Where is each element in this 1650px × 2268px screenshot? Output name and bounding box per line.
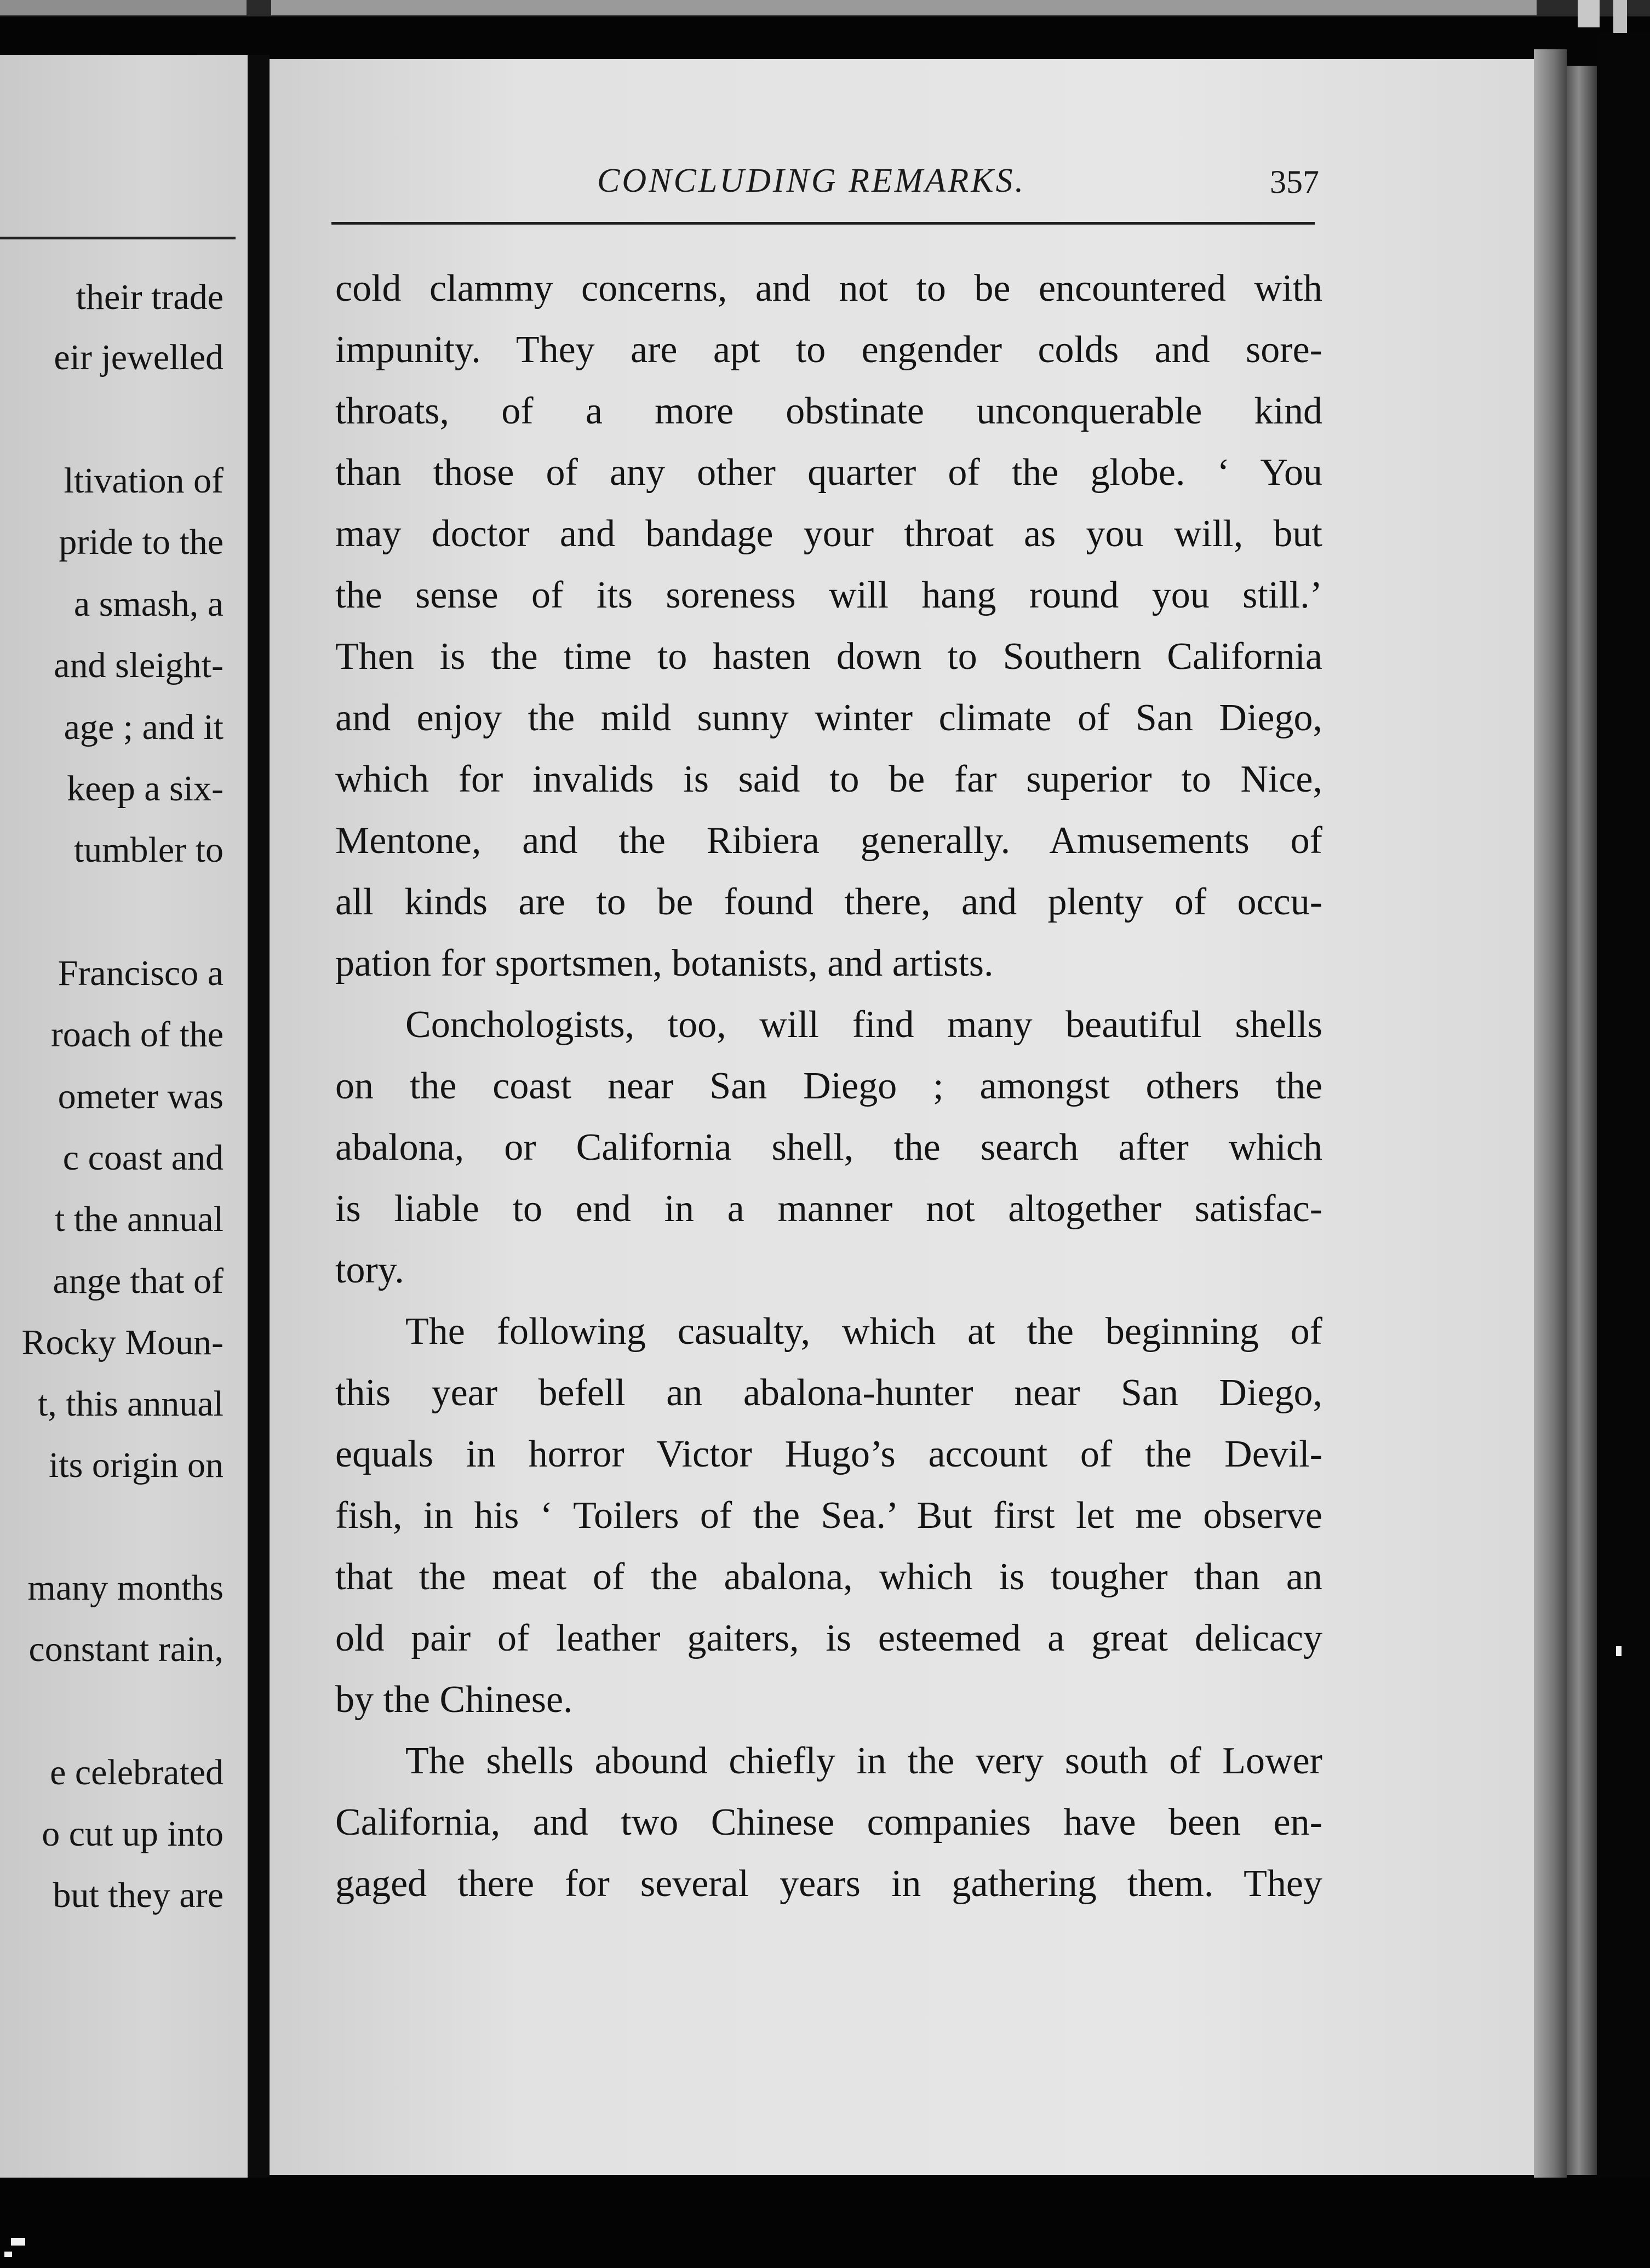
body-line: by the Chinese.	[335, 1679, 573, 1721]
left-page-line: ange that of	[53, 1261, 224, 1301]
left-page-line: and sleight-	[54, 645, 224, 685]
body-line: The following casualty, which at the beginning of	[405, 1310, 1322, 1353]
left-page-line: eir jewelled	[54, 337, 224, 377]
page-number: 357	[1270, 164, 1319, 200]
body-line: which for invalids is said to be far superior to Nice,	[335, 758, 1322, 800]
body-line: Mentone, and the Ribiera generally. Amusements of	[335, 820, 1322, 862]
left-page-line: tumbler to	[73, 830, 224, 870]
left-page-line: pride to the	[59, 522, 224, 562]
left-page-line: t the annual	[55, 1199, 224, 1239]
top-strip-marker	[1578, 0, 1600, 27]
left-page-line: e celebrated	[50, 1752, 224, 1792]
head-rule	[331, 222, 1315, 225]
left-page-line: age ; and it	[64, 707, 224, 747]
body-line: old pair of leather gaiters, is esteemed a great delicacy	[335, 1617, 1322, 1659]
left-page-line: roach of the	[50, 1015, 224, 1055]
left-page-line: ltivation of	[64, 461, 224, 501]
left-page-line: many months	[27, 1568, 224, 1608]
body-line: tory.	[335, 1249, 404, 1291]
left-page-line: its origin on	[48, 1445, 224, 1485]
film-speck	[1616, 1646, 1622, 1656]
body-line: the sense of its soreness will hang round you still.’	[335, 574, 1322, 616]
main-page	[270, 59, 1546, 2175]
body-line: may doctor and bandage your throat as you will, but	[335, 513, 1322, 555]
page-gutter	[248, 55, 270, 2202]
left-page-line: their trade	[76, 277, 224, 317]
left-page-line: a smash, a	[73, 584, 224, 624]
left-page-head-rule	[0, 237, 236, 239]
left-page-line: but they are	[53, 1875, 224, 1915]
film-speck	[11, 2238, 25, 2246]
left-page-line: Rocky Moun-	[21, 1322, 224, 1362]
body-line: Conchologists, too, will find many beautiful shells	[405, 1004, 1322, 1046]
running-head: CONCLUDING REMARKS.	[597, 162, 1026, 199]
body-line: and enjoy the mild sunny winter climate of San Diego,	[335, 697, 1322, 739]
body-line: throats, of a more obstinate unconquerable kind	[335, 390, 1322, 432]
left-page-line: t, this annual	[37, 1384, 224, 1424]
body-line: than those of any other quarter of the globe. ‘ You	[335, 451, 1322, 494]
left-page-line: c coast and	[62, 1138, 224, 1178]
body-line: impunity. They are apt to engender colds and sore-	[335, 329, 1322, 371]
body-line: fish, in his ‘ Toilers of the Sea.’ But first let me observe	[335, 1494, 1322, 1537]
body-line: that the meat of the abalona, which is tougher than an	[335, 1556, 1322, 1598]
body-line: this year befell an abalona-hunter near San Diego,	[335, 1372, 1322, 1414]
body-line: pation for sportsmen, botanists, and artists.	[335, 942, 994, 984]
left-page-line: constant rain,	[28, 1629, 224, 1669]
body-line: gaged there for several years in gathering them. They	[335, 1863, 1322, 1905]
page-edge-shadow	[1567, 66, 1597, 2175]
body-line: The shells abound chiefly in the very south of Lower	[405, 1740, 1322, 1782]
film-speck	[4, 2252, 12, 2257]
left-page-line: o cut up into	[42, 1814, 224, 1854]
bottom-film-margin	[0, 2178, 1650, 2268]
body-line: equals in horror Victor Hugo’s account of the Devil-	[335, 1433, 1322, 1475]
left-page-line: keep a six-	[67, 769, 224, 809]
body-line: Then is the time to hasten down to Southern California	[335, 635, 1322, 678]
left-page-fragment	[0, 55, 252, 2197]
right-film-margin	[1597, 33, 1650, 2268]
body-line: all kinds are to be found there, and plenty of occu-	[335, 881, 1322, 923]
body-line: California, and two Chinese companies have been en-	[335, 1801, 1322, 1843]
top-strip-center	[271, 0, 1537, 15]
page-edge	[1534, 49, 1567, 2180]
body-line: cold clammy concerns, and not to be encountered with	[335, 267, 1322, 310]
body-line: is liable to end in a manner not altogether satisfac-	[335, 1188, 1322, 1230]
left-page-line: Francisco a	[58, 953, 224, 993]
left-page-line: ometer was	[58, 1076, 224, 1116]
body-line: on the coast near San Diego ; amongst others the	[335, 1065, 1322, 1107]
top-strip-left	[0, 0, 247, 15]
body-line: abalona, or California shell, the search after which	[335, 1126, 1322, 1169]
